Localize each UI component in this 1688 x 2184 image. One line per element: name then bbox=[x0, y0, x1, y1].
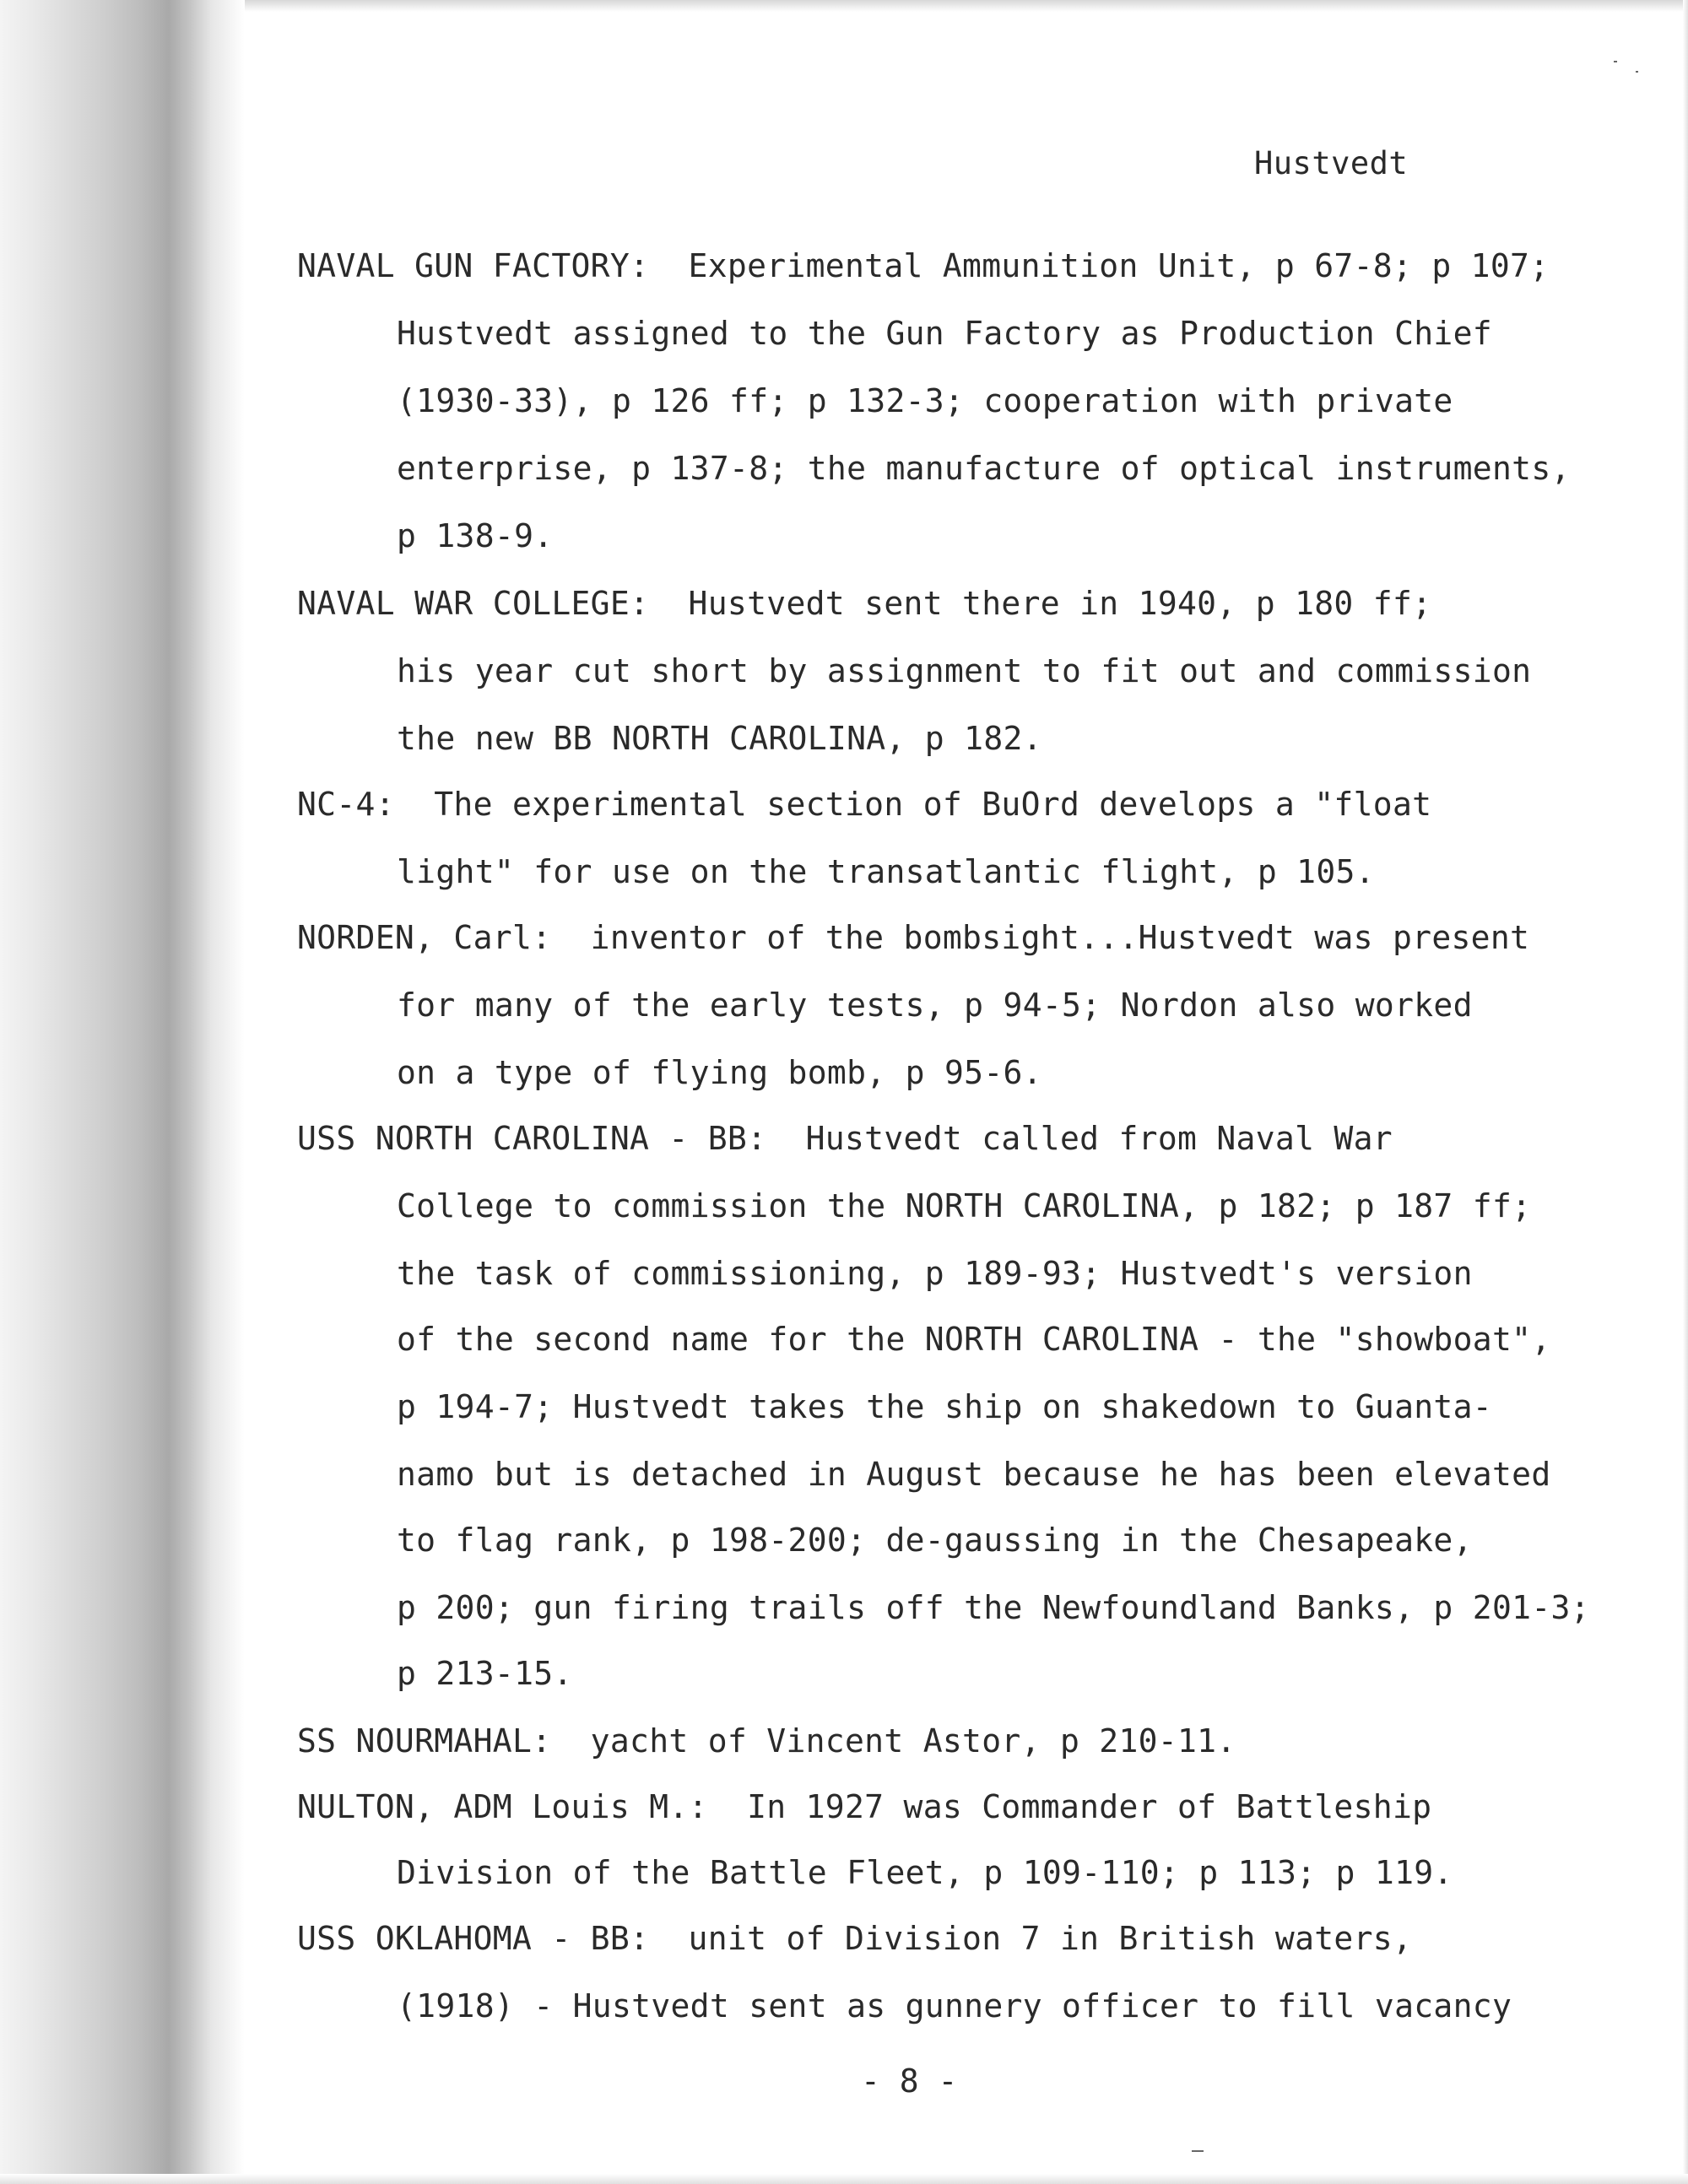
entry-line: on a type of flying bomb, p 95-6. bbox=[397, 1054, 1042, 1091]
entry-line: p 200; gun firing trails off the Newfoundland Banks, p 201-3; bbox=[397, 1589, 1590, 1626]
entry-line: USS NORTH CAROLINA - BB: Hustvedt called from Naval War bbox=[297, 1120, 1393, 1157]
entry-line: NAVAL GUN FACTORY: Experimental Ammunition Unit, p 67-8; p 107; bbox=[297, 247, 1550, 284]
entry-line: enterprise, p 137-8; the manufacture of optical instruments, bbox=[397, 450, 1571, 487]
scan-bottom-edge bbox=[0, 2174, 1688, 2184]
entry-line: (1930-33), p 126 ff; p 132-3; cooperation with private bbox=[397, 382, 1453, 419]
entry-line: p 138-9. bbox=[397, 517, 554, 554]
entry-line: NC-4: The experimental section of BuOrd develops a "float bbox=[297, 786, 1432, 823]
entry-line: p 194-7; Hustvedt takes the ship on shakedown to Guanta- bbox=[397, 1388, 1492, 1425]
entry-line: the task of commissioning, p 189-93; Hustvedt's version bbox=[397, 1255, 1473, 1292]
entry-line: (1918) - Hustvedt sent as gunnery officer to fill vacancy bbox=[397, 1987, 1512, 2025]
entry-line: the new BB NORTH CAROLINA, p 182. bbox=[397, 720, 1042, 757]
page-number: - 8 - bbox=[861, 2062, 958, 2100]
entry-line: for many of the early tests, p 94-5; Nordon also worked bbox=[397, 987, 1473, 1024]
entry-line: USS OKLAHOMA - BB: unit of Division 7 in British waters, bbox=[297, 1920, 1413, 1957]
entry-line: College to commission the NORTH CAROLINA, p 182; p 187 ff; bbox=[397, 1187, 1532, 1224]
entry-line: namo but is detached in August because he has been elevated bbox=[397, 1456, 1551, 1493]
entry-line: Hustvedt assigned to the Gun Factory as Production Chief bbox=[397, 315, 1492, 352]
scan-top-edge bbox=[0, 0, 1688, 12]
scan-right-edge bbox=[1683, 0, 1688, 2184]
binding-shadow bbox=[0, 0, 245, 2184]
entry-line: NAVAL WAR COLLEGE: Hustvedt sent there in 1940, p 180 ff; bbox=[297, 585, 1432, 622]
entry-line: NULTON, ADM Louis M.: In 1927 was Commander of Battleship bbox=[297, 1788, 1432, 1825]
entry-line: p 213-15. bbox=[397, 1655, 573, 1692]
scan-speck bbox=[1636, 71, 1638, 73]
scan-speck bbox=[1614, 61, 1617, 62]
entry-line: SS NOURMAHAL: yacht of Vincent Astor, p 210-11. bbox=[297, 1722, 1236, 1760]
running-header: Hustvedt bbox=[1254, 145, 1409, 181]
entry-line: Division of the Battle Fleet, p 109-110; p 113; p 119. bbox=[397, 1854, 1453, 1891]
scan-speck bbox=[1192, 2150, 1204, 2152]
entry-line: NORDEN, Carl: inventor of the bombsight...Hustvedt was present bbox=[297, 919, 1530, 956]
entry-line: light" for use on the transatlantic flight, p 105. bbox=[397, 853, 1375, 890]
entry-line: to flag rank, p 198-200; de-gaussing in the Chesapeake, bbox=[397, 1522, 1473, 1559]
entry-line: of the second name for the NORTH CAROLINA - the "showboat", bbox=[397, 1321, 1551, 1358]
entry-line: his year cut short by assignment to fit out and commission bbox=[397, 652, 1532, 689]
